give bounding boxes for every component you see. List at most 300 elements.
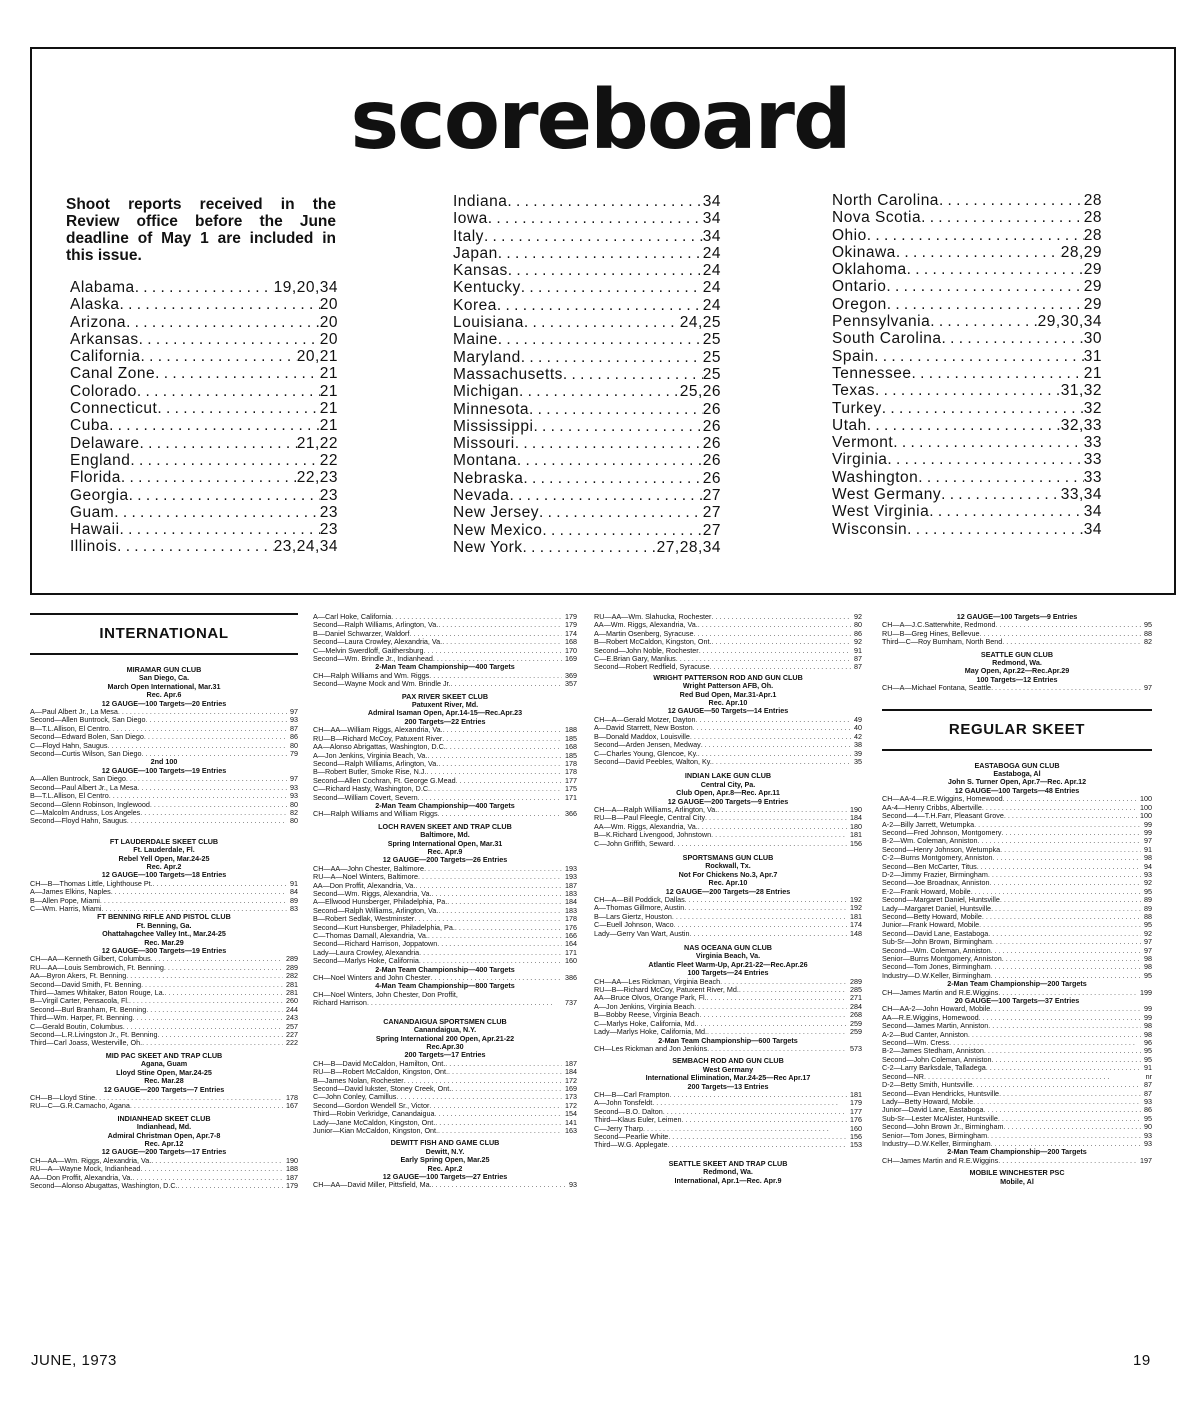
event-heading: International Elimination, Mar.24-25—Rec Apr.17 — [645, 1073, 811, 1083]
result-row — [313, 1127, 577, 1135]
score: 282 — [286, 972, 298, 981]
index-entry — [70, 383, 338, 400]
score: 179 — [565, 613, 577, 621]
shooter-name: Third—James Whitaker, Baton Rouge, La. — [30, 989, 165, 998]
shooter-name: Second—B.O. Dalton — [594, 1107, 663, 1116]
result-row — [882, 1157, 1152, 1165]
index-pages: 22 — [319, 451, 338, 469]
dot-leader — [1002, 955, 1141, 963]
result-row — [30, 1182, 298, 1190]
event-heading: John S. Turner Open, Apr.7—Rec. Apr.12 — [947, 777, 1087, 787]
dot-leader — [429, 672, 562, 680]
dot-leader — [896, 244, 1061, 261]
score: 80 — [290, 741, 298, 750]
shooter-name: Lady—Laura Crowley, Alexandria — [313, 948, 420, 957]
event-heading: Rec. Mar.29 — [144, 937, 184, 947]
section-heading: REGULAR SKEET — [948, 720, 1086, 738]
score: 92 — [854, 613, 862, 621]
index-pages: 32,33 — [1060, 416, 1102, 434]
score: 184 — [565, 1068, 577, 1077]
result-row — [313, 882, 577, 890]
result-row — [313, 613, 577, 621]
dot-leader — [437, 940, 562, 948]
shooter-name: Second—David Peebles, Walton, Ky. — [594, 757, 712, 766]
dot-leader — [109, 417, 320, 434]
results-column-4 — [882, 613, 1152, 1186]
index-state: Colorado — [70, 382, 137, 400]
index-state: Japan — [453, 244, 498, 262]
index-entry — [832, 365, 1102, 382]
dot-leader — [998, 1115, 1141, 1123]
index-entry — [453, 245, 721, 262]
dot-leader — [129, 997, 283, 1005]
event-heading: March Open International, Mar.31 — [107, 681, 221, 691]
score: 179 — [286, 1181, 298, 1190]
score: 184 — [565, 898, 577, 907]
index-entry — [453, 210, 721, 227]
index-entry — [832, 278, 1102, 295]
result-row — [594, 921, 862, 929]
event-heading: NAS OCEANA GUN CLUB — [684, 943, 772, 953]
dot-leader — [445, 1060, 562, 1068]
dot-leader — [929, 503, 1084, 520]
score: 94 — [1144, 862, 1152, 871]
score: 243 — [286, 1014, 298, 1023]
score: 91 — [854, 646, 862, 655]
score: 93 — [1144, 870, 1152, 879]
result-row — [594, 716, 862, 724]
score: 79 — [290, 750, 298, 759]
score: 148 — [850, 929, 862, 938]
score: 95 — [1144, 1055, 1152, 1064]
index-pages: 24 — [702, 262, 721, 280]
dot-leader — [391, 613, 562, 621]
dot-leader — [984, 1106, 1142, 1114]
index-entry — [70, 314, 338, 331]
shooter-name: RU—B—Robert McCaldon, Kingston, Ont. — [313, 1068, 449, 1077]
shooter-name: Second—Floyd Hahn, Saugus — [30, 817, 127, 826]
dot-leader — [404, 1077, 562, 1085]
score: 95 — [1144, 1047, 1152, 1056]
result-row — [313, 672, 577, 680]
score: 366 — [565, 810, 577, 819]
index-entry — [832, 451, 1102, 468]
index-entry — [453, 539, 721, 556]
dot-leader — [415, 882, 562, 890]
index-pages: 33 — [1083, 434, 1102, 452]
dot-leader — [921, 209, 1084, 226]
shooter-name: Second—Edward Bolen, San Diego — [30, 733, 144, 742]
dot-leader — [142, 1039, 283, 1047]
index-pages: 24,25 — [679, 314, 721, 332]
shooter-name: Second—Wayne Mock and Wm. Brindle Jr. — [313, 680, 451, 689]
dot-leader — [682, 1116, 848, 1124]
score: 89 — [1144, 896, 1152, 905]
result-row — [30, 1102, 298, 1110]
score: 176 — [850, 1116, 862, 1125]
dot-leader — [428, 932, 562, 940]
result-row — [30, 997, 298, 1005]
shooter-name: AA—Alonso Abrigattas, Washington, D.C. — [313, 743, 446, 752]
index-pages: 32 — [1083, 399, 1102, 417]
dot-leader — [924, 1073, 1143, 1081]
score: 185 — [565, 751, 577, 760]
score: 39 — [854, 749, 862, 758]
dot-leader — [999, 1090, 1141, 1098]
score: 98 — [1144, 963, 1152, 972]
score: 97 — [1144, 938, 1152, 947]
dot-leader — [120, 296, 320, 313]
spacer — [30, 643, 298, 653]
event-heading: INDIAN LAKE GUN CLUB — [684, 771, 772, 781]
shooter-name: CH—A—Ralph Williams, Arlington, Va. — [594, 805, 718, 814]
shooter-name: B—Donald Maddox, Louisville — [594, 732, 690, 741]
score: 80 — [290, 817, 298, 826]
event-heading: 2nd 100 — [150, 757, 178, 767]
score: 259 — [850, 1028, 862, 1037]
event-heading: FT BENNING RIFLE AND PISTOL CLUB — [97, 912, 231, 922]
score: 268 — [850, 1011, 862, 1020]
event-heading: 12 GAUGE—200 Targets—17 Entries — [101, 1147, 227, 1157]
shooter-name: CH—A—Gerald Motzer, Dayton — [594, 715, 696, 724]
result-row — [313, 630, 577, 638]
dot-leader — [720, 978, 847, 986]
result-row — [882, 837, 1152, 845]
score: 95 — [1144, 621, 1152, 630]
results-column-3 — [594, 613, 862, 1185]
event-heading: Club Open, Apr.8—Rec. Apr.11 — [676, 788, 780, 798]
result-row — [313, 1181, 577, 1189]
dot-leader — [129, 487, 320, 504]
event-heading: Virginia Beach, Va. — [695, 951, 761, 961]
dot-leader — [705, 814, 847, 822]
event-heading: Rec.Apr.30 — [426, 1041, 464, 1051]
shooter-name: CH—B—Carl Frampton — [594, 1090, 670, 1099]
index-pages: 21 — [1083, 364, 1102, 382]
result-row — [30, 809, 298, 817]
dot-leader — [874, 348, 1084, 365]
index-pages: 23 — [319, 503, 338, 521]
shooter-name: A—Paul Albert Jr., La Mesa — [30, 708, 118, 717]
score: 188 — [565, 726, 577, 735]
dot-leader — [507, 193, 702, 210]
score: 97 — [1144, 837, 1152, 846]
score: 175 — [565, 785, 577, 794]
dot-leader — [673, 840, 847, 848]
shooter-name: Second—James Martin, Anniston — [882, 1022, 989, 1031]
shooter-name: B—T.L.Allison, El Centro — [30, 792, 109, 801]
dot-leader — [130, 1102, 283, 1110]
dot-leader — [455, 924, 562, 932]
dot-leader — [979, 630, 1141, 638]
shooter-name: Second—David Smith, Ft. Benning — [30, 980, 142, 989]
event-heading: Patuxent River, Md. — [411, 700, 479, 710]
index-pages: 27 — [702, 521, 721, 539]
dot-leader — [121, 469, 297, 486]
score: 93 — [290, 716, 298, 725]
score: 141 — [565, 1118, 577, 1127]
dot-leader — [698, 621, 851, 629]
event-heading: West Germany — [702, 1064, 754, 1074]
dot-leader — [711, 638, 851, 646]
dot-leader — [438, 810, 562, 818]
index-pages: 34 — [702, 193, 721, 210]
index-pages: 27 — [702, 487, 721, 505]
score: 91 — [1144, 845, 1152, 854]
shooter-name: Lady—Betty Howard, Mobile — [882, 1097, 974, 1106]
dot-leader — [982, 804, 1137, 812]
index-state: Canal Zone — [70, 365, 156, 383]
result-row — [882, 795, 1152, 803]
result-row — [882, 1014, 1152, 1022]
index-entry — [832, 192, 1102, 209]
index-entry — [832, 434, 1102, 451]
dot-leader — [498, 245, 703, 262]
score: 187 — [565, 1059, 577, 1068]
shooter-name: RU—B—Greg Hines, Bellevue — [882, 629, 980, 638]
event-heading: LOCH RAVEN SKEET AND TRAP CLUB — [378, 821, 512, 831]
dot-leader — [695, 716, 851, 724]
shooter-name: CH—A—Michael Fontana, Seattle — [882, 684, 992, 693]
score: 98 — [1144, 955, 1152, 963]
shooter-name: Lady—Marlys Hoke, California, Md. — [594, 1028, 708, 1037]
score: 289 — [286, 963, 298, 972]
shooter-name: Third—W.G. Applegate — [594, 1141, 668, 1150]
score: 181 — [850, 912, 862, 921]
index-pages: 21 — [319, 365, 338, 383]
score: 95 — [1144, 887, 1152, 896]
dot-leader — [135, 279, 274, 296]
result-row — [882, 812, 1152, 820]
index-entry — [70, 521, 338, 538]
result-row — [594, 655, 862, 663]
result-row — [594, 724, 862, 732]
index-pages: 20 — [319, 296, 338, 314]
event-heading: 20 GAUGE—100 Targets—37 Entries — [954, 996, 1080, 1006]
event-heading: INDIANHEAD SKEET CLUB — [117, 1113, 211, 1123]
shooter-name: Second—David Lane, Eastaboga — [882, 929, 989, 938]
dot-leader — [95, 1094, 283, 1102]
event-heading: San Diego, Ca. — [138, 673, 190, 683]
result-row — [882, 938, 1152, 946]
result-row — [313, 999, 577, 1007]
result-row — [313, 768, 577, 776]
index-state: New Mexico — [453, 521, 543, 539]
shooter-name: Second—John Coleman, Anniston — [882, 1055, 992, 1064]
event-heading: MID PAC SKEET AND TRAP CLUB — [105, 1050, 223, 1060]
result-row — [594, 896, 862, 904]
result-row — [882, 1098, 1152, 1106]
result-row — [594, 930, 862, 938]
score: 193 — [565, 873, 577, 882]
event-heading: Early Spring Open, Mar.25 — [400, 1155, 490, 1165]
index-pages: 20 — [319, 330, 338, 348]
shooter-name: Second—Margaret Daniel, Huntsville — [882, 896, 1000, 905]
result-row — [882, 1123, 1152, 1131]
index-pages: 26 — [702, 435, 721, 453]
index-entry — [832, 417, 1102, 434]
score: 181 — [850, 1090, 862, 1099]
index-pages: 34 — [702, 210, 721, 228]
score: 181 — [850, 831, 862, 840]
result-row — [882, 821, 1152, 829]
dot-leader — [509, 487, 702, 504]
shooter-name: CH—B—David McCaldon, Hamilton, Ont. — [313, 1059, 446, 1068]
score: 86 — [1144, 1106, 1152, 1115]
score: 190 — [286, 1156, 298, 1165]
score: 183 — [565, 890, 577, 898]
event-heading: MIRAMAR GUN CLUB — [126, 665, 202, 674]
result-row — [30, 725, 298, 733]
dot-leader — [137, 383, 320, 400]
shooter-name: Second—John Noble, Rochester — [594, 646, 699, 655]
dot-leader — [971, 888, 1141, 896]
result-row — [882, 863, 1152, 871]
index-entry — [832, 313, 1102, 330]
score: 92 — [1144, 879, 1152, 888]
score: 99 — [1144, 1013, 1152, 1022]
result-row — [313, 743, 577, 751]
index-entry — [453, 193, 721, 210]
dot-leader — [140, 809, 287, 817]
result-row — [313, 949, 577, 957]
index-entry — [832, 486, 1102, 503]
result-row — [594, 1091, 862, 1099]
dot-leader — [178, 1182, 283, 1190]
index-pages: 34 — [702, 227, 721, 245]
dot-leader — [497, 297, 703, 314]
shooter-name: CH—Ralph Williams and Wm. Riggs — [313, 671, 430, 680]
shooter-name: Second—Laura Crowley, Alexandria, Va. — [313, 638, 443, 647]
result-row — [882, 854, 1152, 862]
dot-leader — [435, 1119, 562, 1127]
score: 172 — [565, 1101, 577, 1110]
index-entry — [832, 330, 1102, 347]
index-state: Ontario — [832, 278, 887, 296]
result-row — [313, 940, 577, 948]
event-heading: Rockwall, Tx. — [705, 861, 751, 871]
score: 160 — [565, 957, 577, 966]
score: 87 — [1144, 1089, 1152, 1098]
result-row — [882, 913, 1152, 921]
event-heading: 12 GAUGE—200 Targets—28 Entries — [665, 886, 791, 896]
spacer — [882, 751, 1152, 762]
event-heading: 12 GAUGE—100 Targets—9 Entries — [956, 612, 1078, 621]
result-row — [30, 964, 298, 972]
dot-leader — [515, 435, 703, 452]
dot-leader — [887, 451, 1083, 468]
shooter-name: AA-4—Henry Cribbs, Albertville — [882, 803, 982, 812]
score: 169 — [565, 655, 577, 664]
index-pages: 23 — [319, 521, 338, 539]
score: 193 — [565, 864, 577, 873]
dot-leader — [524, 314, 680, 331]
index-pages: 29 — [1083, 261, 1102, 279]
shooter-name: Industry—D.W.Keller, Birmingham — [882, 971, 991, 980]
index-pages: 29 — [1083, 295, 1102, 313]
shooter-name: Second—Pearlie White — [594, 1132, 669, 1141]
index-entry — [453, 504, 721, 521]
dot-leader — [991, 684, 1141, 692]
dot-leader — [1003, 1123, 1141, 1131]
index-pages: 26 — [702, 452, 721, 470]
dot-leader — [498, 331, 703, 348]
shooter-name: A—Allen Buntrock, San Diego — [30, 775, 126, 784]
dot-leader — [988, 930, 1141, 938]
dot-leader — [151, 955, 283, 963]
dot-leader — [443, 726, 562, 734]
shooter-name: CH—AA-2—John Howard, Mobile — [882, 1005, 991, 1014]
score: 87 — [1144, 1081, 1152, 1090]
page-title: scoreboard — [350, 73, 850, 168]
index-state: Turkey — [832, 399, 882, 417]
dot-leader — [396, 1093, 562, 1101]
score: 95 — [1144, 971, 1152, 980]
shooter-name: Second—John Brown Jr., Birmingham — [882, 1123, 1004, 1132]
dot-leader — [973, 1081, 1141, 1089]
result-row — [313, 890, 577, 898]
result-row — [882, 1031, 1152, 1039]
result-row — [882, 829, 1152, 837]
shooter-name: B—T.L.Allison, El Centro — [30, 724, 109, 733]
index-state: Alaska — [70, 296, 120, 314]
result-row — [882, 1022, 1152, 1030]
dot-leader — [519, 383, 680, 400]
index-pages: 33 — [1083, 468, 1102, 486]
index-state: Arizona — [70, 313, 127, 331]
score: 88 — [1144, 912, 1152, 921]
index-pages: 20 — [319, 313, 338, 331]
result-row — [313, 1060, 577, 1068]
event-heading: 2-Man Team Championship—600 Targets — [658, 1035, 798, 1045]
index-pages: 26 — [702, 417, 721, 435]
score: 100 — [1140, 803, 1152, 812]
shooter-name: A—Jon Jenkins, Virginia Beach — [594, 1002, 695, 1011]
result-row — [594, 1116, 862, 1124]
shooter-name: C—John Griffith, Seward — [594, 839, 674, 848]
shooter-name: Second—Wm. Coleman, Anniston — [882, 946, 991, 955]
dot-leader — [533, 418, 702, 435]
index-state: Spain — [832, 347, 875, 365]
dot-leader — [100, 897, 287, 905]
result-row — [30, 1165, 298, 1173]
event-heading: 12 GAUGE—100 Targets—19 Entries — [101, 765, 227, 775]
event-heading: SPORTSMANS GUN CLUB — [682, 852, 774, 862]
shooter-name: Second—Burl Branham, Ft. Benning — [30, 1005, 147, 1014]
shooter-name: B-2—James Stedham, Anniston — [882, 1047, 984, 1056]
dot-leader — [907, 521, 1084, 538]
event-heading: Rec. Mar.28 — [144, 1076, 184, 1086]
index-state: Nova Scotia — [832, 209, 922, 227]
event-heading: 12 GAUGE—100 Targets—20 Entries — [101, 698, 227, 708]
index-pages: 34 — [1083, 520, 1102, 538]
index-pages: 23,24,34 — [273, 538, 338, 556]
shooter-name: RU—AA—Wm. Slahucka, Rochester — [594, 613, 712, 621]
dot-leader — [979, 921, 1141, 929]
dot-leader — [672, 913, 847, 921]
dot-leader — [652, 1099, 847, 1107]
result-row — [882, 871, 1152, 879]
event-heading: 200 Targets—22 Entries — [404, 716, 486, 726]
index-entry — [70, 435, 338, 452]
result-row — [594, 1133, 862, 1141]
score: 281 — [286, 980, 298, 989]
result-row — [30, 989, 298, 997]
event-heading: Eastaboga, Al — [993, 769, 1041, 779]
index-pages: 22,23 — [296, 469, 338, 487]
result-row — [30, 1031, 298, 1039]
event-heading: 12 GAUGE—100 Targets—27 Entries — [382, 1172, 508, 1181]
